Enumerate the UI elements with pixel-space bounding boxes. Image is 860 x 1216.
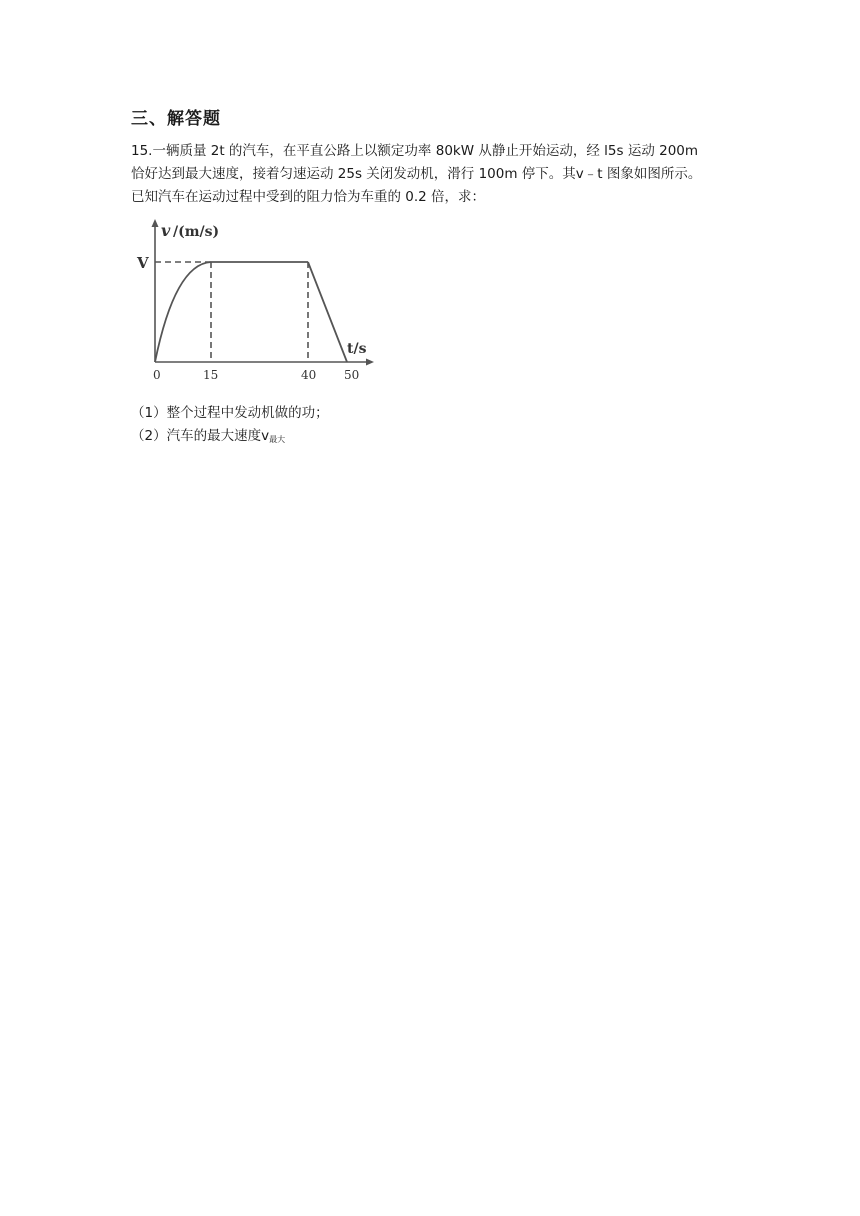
problem-line-2: 恰好达到最大速度，接着匀速运动 25s 关闭发动机，滑行 100m 停下。其v﹣t 图象如图所示。 bbox=[131, 166, 702, 182]
section-title: 三、解答题 bbox=[131, 109, 221, 129]
x-axis-label: t/s bbox=[347, 341, 367, 357]
question-1: （1）整个过程中发动机做的功； bbox=[131, 405, 329, 421]
v-label: V bbox=[137, 254, 149, 272]
tick-label-15: 15 bbox=[203, 368, 219, 382]
accel-curve bbox=[155, 262, 211, 362]
vt-graph bbox=[131, 216, 381, 386]
decel-line bbox=[308, 262, 347, 362]
problem-line-1: 15.一辆质量 2t 的汽车，在平直公路上以额定功率 80kW 从静止开始运动，经 l5s 运动 200m bbox=[131, 143, 699, 159]
y-axis-label-unit: /(m/s) bbox=[173, 224, 220, 240]
problem-line-3: 已知汽车在运动过程中受到的阻力恰为车重的 0.2 倍，求： bbox=[131, 189, 486, 205]
vt-graph-svg bbox=[131, 216, 381, 386]
tick-label-40: 40 bbox=[301, 368, 317, 382]
tick-label-50: 50 bbox=[344, 368, 360, 382]
x-axis-arrow bbox=[366, 359, 374, 366]
y-axis-label-v: v bbox=[161, 221, 171, 240]
question-2-subscript: 最大 bbox=[269, 435, 286, 444]
tick-label-0: 0 bbox=[153, 368, 161, 382]
y-axis-arrow bbox=[152, 219, 159, 227]
problem-statement bbox=[131, 140, 741, 209]
question-2-text: （2）汽车的最大速度v bbox=[131, 428, 270, 444]
questions bbox=[131, 402, 329, 451]
question-2 bbox=[131, 425, 329, 451]
